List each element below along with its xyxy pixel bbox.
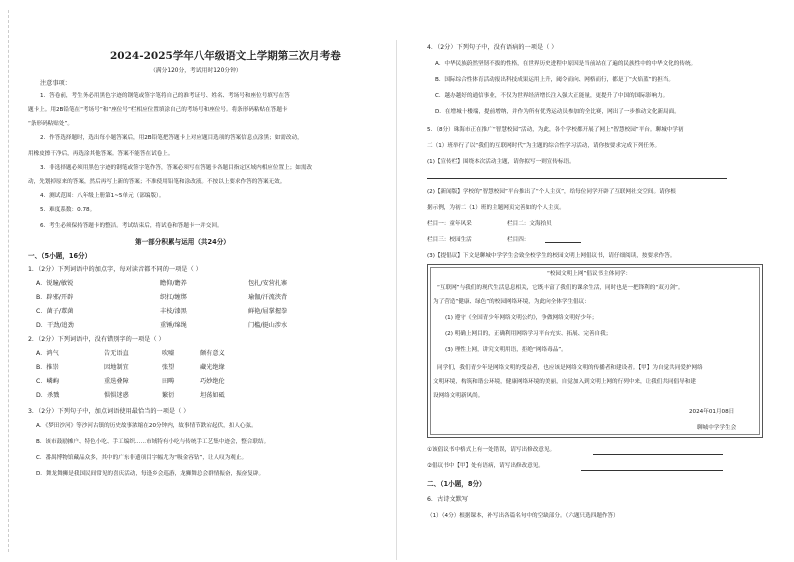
q2-option-b-4: 藏光绝缘: [200, 364, 225, 371]
q5-intro-2: 二（1）班举行了以“我们的互联网时代”为主题的综合性学习活动，请你按要求完成下列任务。: [427, 143, 661, 149]
exam-title: 2024-2025学年八年级语文上学期第三次月考卷: [110, 50, 341, 62]
note-line: 2．作答选择题时，选出每小题答案后，用2B铅笔把答题卡上对应题目选项的答案信息点涂黑；如需改动，: [40, 135, 303, 141]
q1-option-c-3: 鲜艳/屈掌握拳: [248, 308, 288, 315]
letter-title: “校园文明上网”倡议书主体同学：: [547, 271, 632, 277]
q5-column-4-answer-line[interactable]: [545, 236, 581, 243]
q4-option-d[interactable]: D．在增城十楼端，提前增纳，并作为所有优秀运动员参加的全比赛，网出了一步推动文化新局面。: [435, 109, 680, 115]
letter-item: (2) 明确上网目的，正确利用网络学习平台充实、拓展、完善自我；: [445, 331, 612, 337]
letter-paragraph: 文明环境，构筑和谐公环境，健康网络环境的美丽，自觉加入到文明上网的行列中来，让我们共同倡导和建: [433, 379, 696, 385]
q2-option-b-3: 张望: [162, 364, 175, 371]
q5-column-1: 栏目一：童年风采: [427, 221, 472, 227]
letter-item: (1) 遵守《全国青少年网络文明公约》，争做网络文明好少年；: [445, 315, 598, 321]
q4-option-b[interactable]: B．国际综合性体育活动报出科技成果运用上升，阈令而向、网格而行，都是丁“火焰蓝”的担当。: [435, 77, 674, 83]
q4-stem: 4．（2分）下列句子中，没有语病的一项是（ ）: [427, 44, 558, 51]
letter-paragraph: 同学们，我们青少年是网络文明的受益者，也应该是网络文明的传播者和建设者。【甲】为自觉共同爱护网络: [437, 365, 703, 371]
note-line: 1．答卷前，考生务必用黑色字迹的钢笔或签字笔将自己的准考证号、姓名、考场号和座位号填写在答: [40, 93, 290, 99]
q2-stem: 2．（2分）下列词语中，没有错别字的一项是（ ）: [28, 336, 165, 343]
q1-option-c-1[interactable]: C．菌子/蕈菌: [36, 308, 74, 315]
q3-stem: 3．（2分）下列句子中，加点词语使用最恰当的一项是（ ）: [28, 408, 190, 415]
q1-option-d-1[interactable]: D．干劲/追劲: [36, 322, 74, 329]
q2-option-d-1[interactable]: D．杀戮: [36, 392, 60, 399]
note-line: 动，先划掉原来的答案，然后再写上新的答案；不准使用铅笔和涂改液。不按以上要求作答的答案无效。: [28, 179, 286, 185]
q2-option-c-4: 巧妙绝伦: [200, 378, 225, 385]
q2-option-c-3: 田畴: [162, 378, 175, 385]
q1-option-d-2: 重锤/绵绳: [160, 322, 187, 329]
q5-column-3: 栏目三：校园生活: [427, 237, 472, 243]
note-line: 题卡上。用2B铅笔在“考场号”和“座位号”栏相应位置填涂自己的考场号和座位号。将条形码粘贴在答题卡: [28, 107, 288, 113]
q2-option-c-2: 重迭叠障: [104, 378, 129, 385]
q3-option-c[interactable]: C．番禺博物馆藏品众多，其中的广东非遗项目字幅尤为“吸金容钻”，让人叹为观止。: [36, 455, 248, 461]
exam-subtitle: （满分120分，考试用时120分钟）: [150, 68, 242, 74]
q4-option-c[interactable]: C．越办越好的通信事业，不仅为世界经济增长注入强大正能量，更提升了中国的国际影响力。: [435, 93, 669, 99]
q2-option-d-2: 惧惧迷惑: [104, 392, 129, 399]
q5-task1-answer-line[interactable]: [427, 172, 727, 179]
note-line: 5．难度系数：0.78。: [40, 207, 96, 213]
q1-option-b-3: 瑜伽/汗流浃背: [248, 294, 288, 301]
q2-option-b-1[interactable]: B．推崇: [36, 364, 59, 371]
section1-heading: 一、（5小题，16分）: [28, 252, 92, 260]
q5-column-4: 栏目四：: [507, 237, 530, 243]
q1-option-a-1[interactable]: A．锐瞳/敏锐: [36, 280, 74, 287]
letter-paragraph: 为了营造“健康、绿色”的校园网络环境，为此向全体学生倡议：: [433, 299, 590, 305]
q2-option-d-3: 繁衍: [162, 392, 175, 399]
right-column: [397, 0, 794, 562]
letter-date: 2024年01月08日: [689, 409, 735, 415]
q2-option-a-1[interactable]: A．鸿气: [36, 350, 59, 357]
notes-heading: 注意事项：: [40, 80, 71, 87]
q5-task1: (1)【宣传栏】围绕本次活动主题，请你拟写一则宣传标语。: [427, 159, 575, 165]
q2-option-a-4: 颇有意义: [200, 350, 225, 357]
q3-option-a[interactable]: A．《梦田沙河》等沙河古镇的历史故事浓缩在20分钟内，故事情节跌宕起伏，扣人心弦。: [36, 423, 257, 429]
q5-subq-a: ①该倡议书中格式上有一处错误，请写出修改意见。: [427, 447, 556, 453]
q5-task3: (3)【提倡议】下文是聊城中学学生会致全校学生的校园文明上网倡议书，请仔细阅读，按要求作答。: [427, 253, 676, 259]
q1-stem: 1．（2分）下列词语中的加点字，每对读音都不同的一项是（ ）: [28, 266, 202, 273]
part1-heading: 第一部分积累与运用（共24分）: [135, 238, 230, 246]
q2-option-c-1[interactable]: C．嶙峋: [36, 378, 59, 385]
letter-paragraph: 设网络文明新风尚。: [433, 393, 484, 399]
q1-option-a-3: 包扎/安营扎寨: [248, 280, 288, 287]
note-line: 3．非选择题必须用黑色字迹的钢笔或签字笔作答，答案必须写在答题卡各题目指定区域内相应位置上；如需改: [40, 165, 313, 171]
note-line: 4．测试范围：八年级上册第1~5单元（部编版）。: [40, 193, 165, 199]
q2-option-a-3: 吹嘘: [162, 350, 175, 357]
q5-subq-b-answer-line[interactable]: [581, 464, 723, 471]
q5-task2a: (2)【新闻版】学校的“智慧校园”平台推出了“个人主页”，给每位同学开辟了互联网社交空间。请你根: [427, 189, 676, 195]
q1-option-c-2: 丰枝/漆黑: [160, 308, 187, 315]
q6-stem: （1）（4分）根据课本，补写出各篇名句中的空缺部分。（六题只选四题作答）: [427, 513, 619, 519]
q1-option-b-2: 织扛/缠绑: [160, 294, 187, 301]
letter-paragraph: “互联网”与我们的现代生活息息相关，它既丰富了我们的课余生活，同时也是一把锋利的“双刃剑”。: [437, 285, 684, 291]
q5-subq-a-answer-line[interactable]: [593, 448, 723, 455]
q5-intro: 5．（8分）珠海市正在推广“智慧校园”活动，为此，各个学校都开展了网上“智慧校园”平台。聊城中学初: [427, 127, 684, 133]
q5-subq-b: ②倡议书中【甲】处有语病，请写出修改意见。: [427, 463, 544, 469]
note-line: “条形码粘贴处”。: [28, 121, 73, 127]
q1-option-b-1[interactable]: B．辟邪/开辟: [36, 294, 74, 301]
q6-heading: 6．古诗文默写: [427, 496, 469, 503]
letter-signer: 聊城中学学生会: [697, 425, 737, 431]
note-line: 用橡皮擦干净后，再选涂其他答案。答案不能答在试卷上。: [28, 151, 174, 157]
q3-option-b[interactable]: B．该市鼓励摊户、特色小吃、手工编织……市域特有小吃与传统手工艺集中迹会，整合联结。: [36, 439, 270, 445]
q4-option-a[interactable]: A．中华民族蔚然坚韧不拔的性格，在世界历史进程中原因是当前站在了遍的民族性中的中华文化的传统。: [435, 61, 697, 67]
letter-item: (3) 理性上网，讲究文明用语，拒绝“网络毒品”。: [445, 347, 567, 353]
q1-option-d-3: 门槛/挺山涉水: [248, 322, 288, 329]
q5-column-2: 栏目二：文海拾贝: [507, 221, 552, 227]
q1-option-a-2: 瞻仰/瞻养: [160, 280, 187, 287]
q3-option-d[interactable]: D．舞龙舞狮是我国民间常见的喜庆活动，每逢乡会巡游，龙狮舞总会群情振奋，振奋复辟。: [36, 471, 265, 477]
q2-option-d-4: 坦荡如砥: [200, 392, 225, 399]
section2-heading: 二、（1小题，8分）: [427, 480, 486, 488]
q2-option-b-2: 因地制宜: [104, 364, 129, 371]
note-line: 6．考生必须保持答题卡的整洁。考试结束后，将试卷和答题卡一并交回。: [40, 223, 223, 229]
q5-task2b: 据示例，为初二（1）班的主题网页完善如的个人主页。: [427, 205, 565, 211]
q2-option-a-2: 告无语直: [104, 350, 129, 357]
